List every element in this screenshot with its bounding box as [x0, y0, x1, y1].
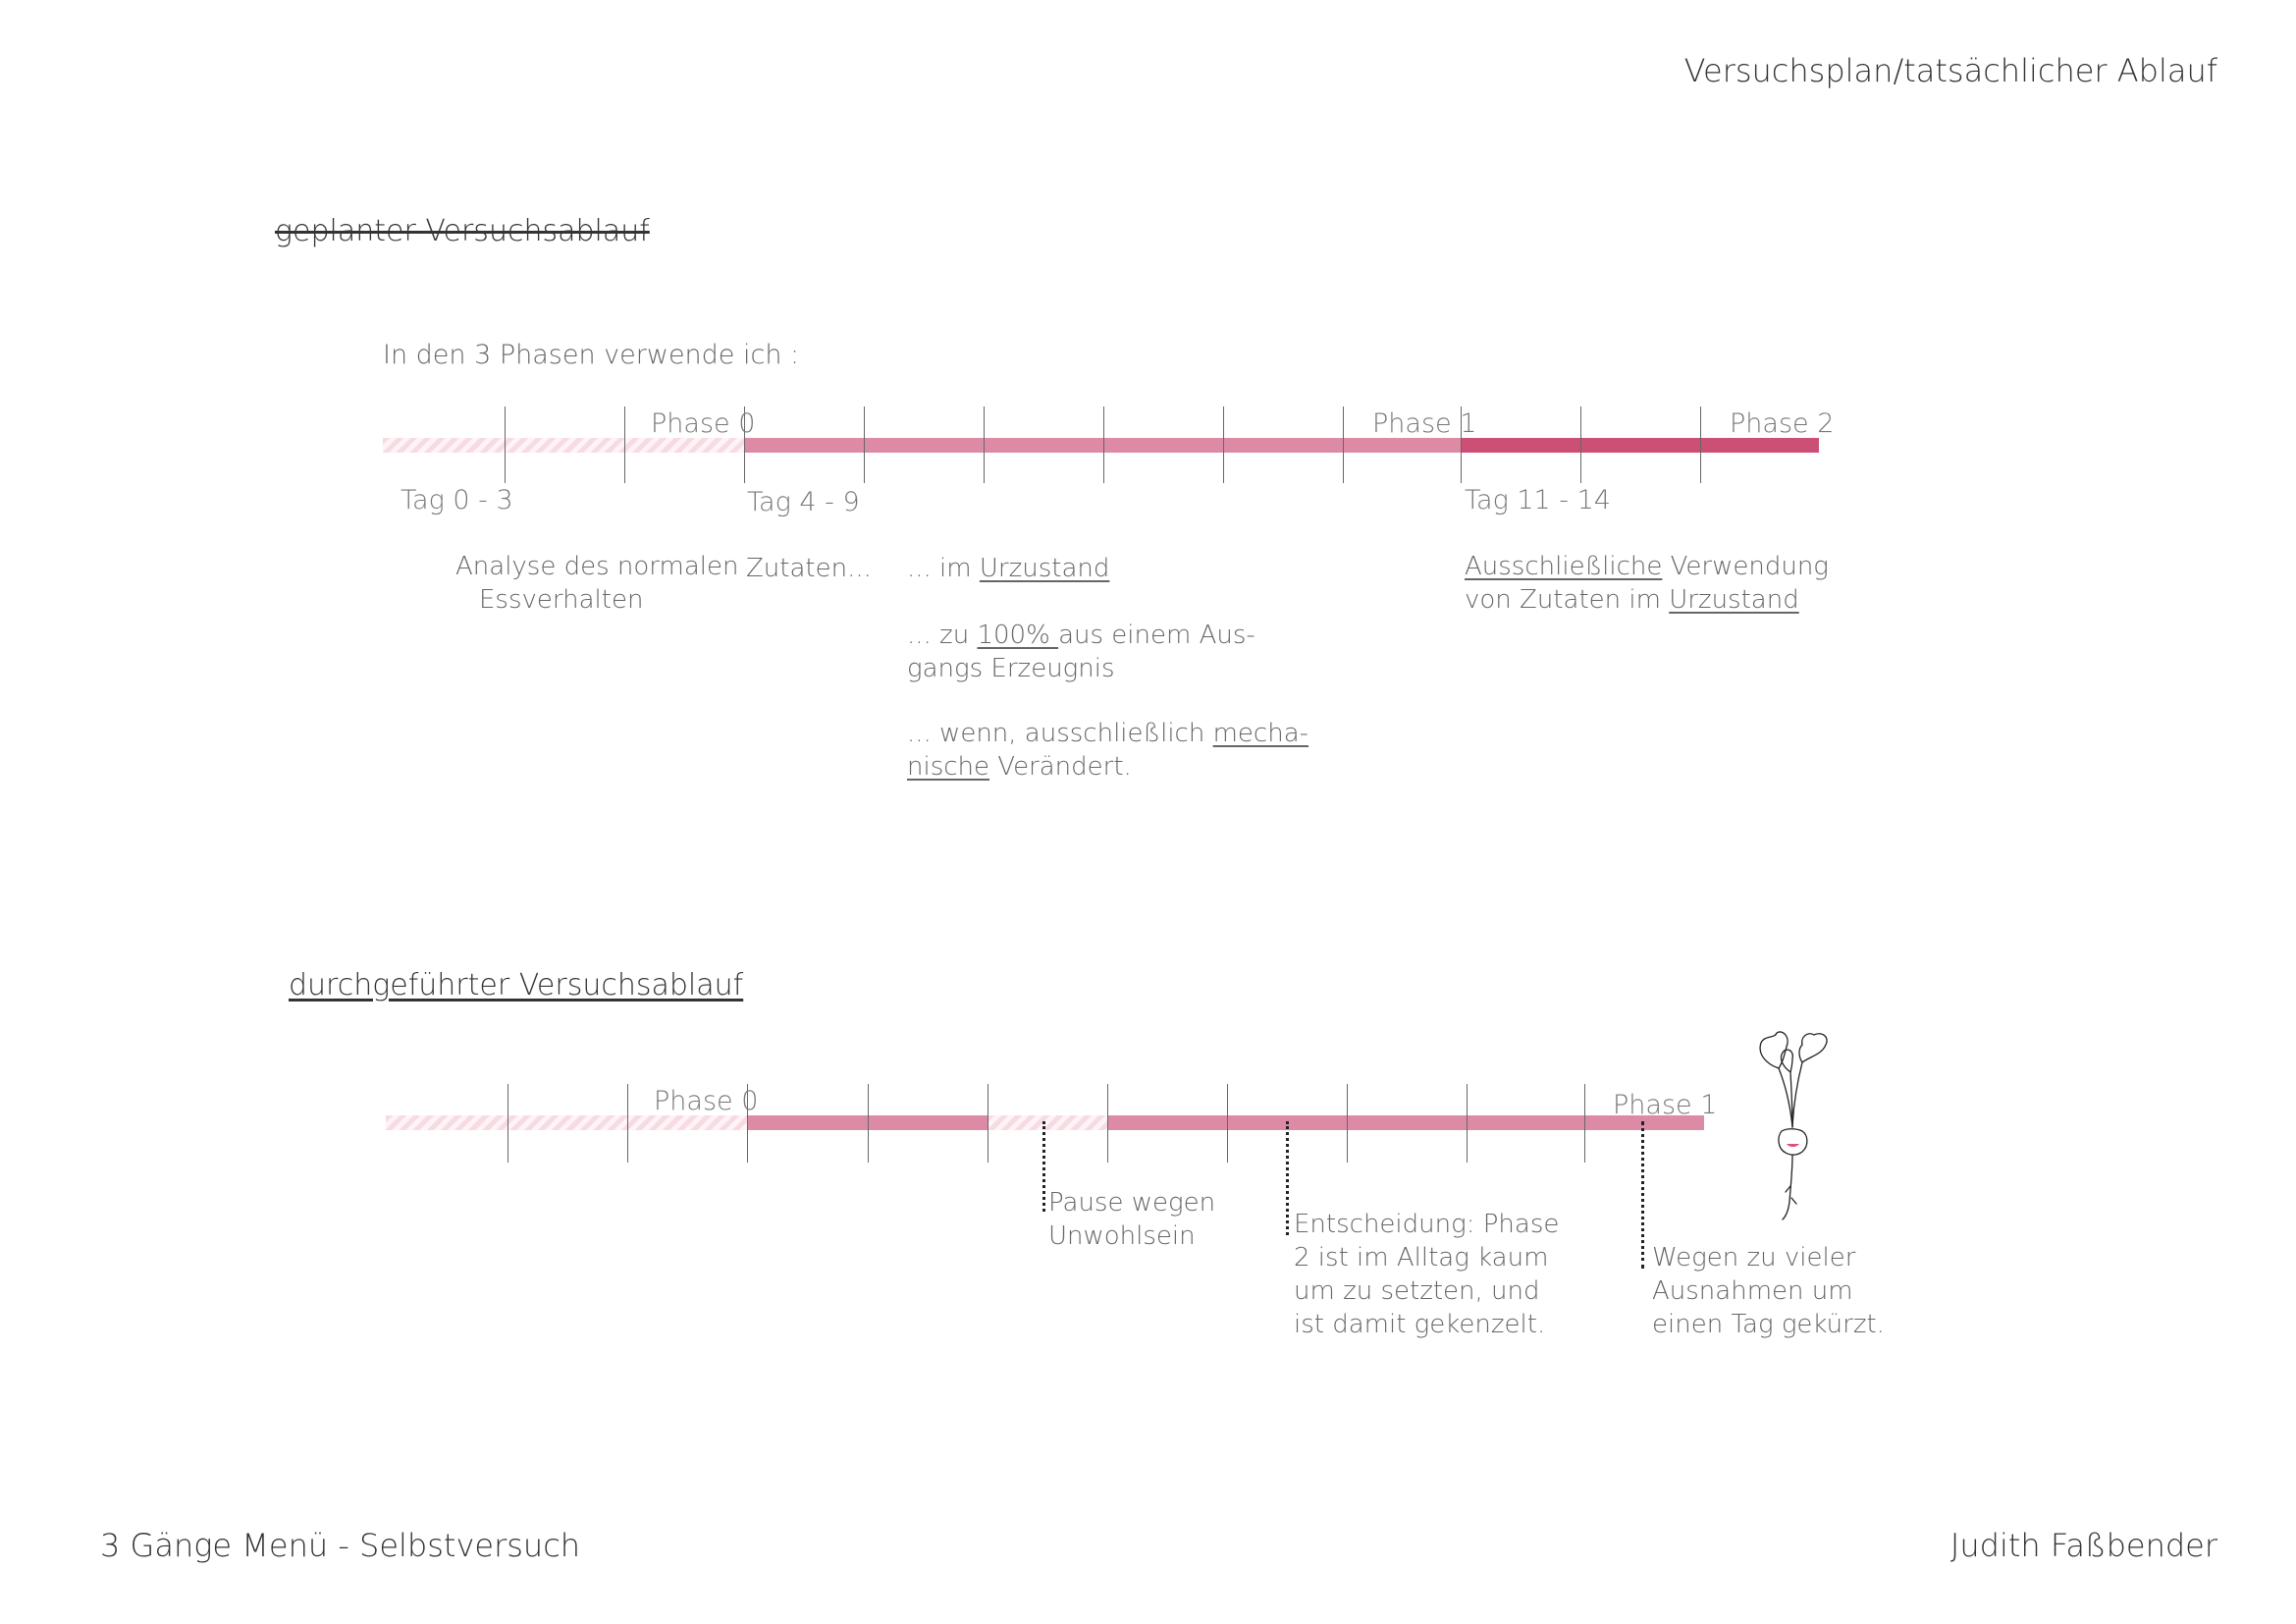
planned-rule-urzustand: ... im Urzustand [907, 554, 1110, 583]
planned-rule-mechanisch: ... wenn, ausschließlich mecha- nische Verändert. [907, 719, 1309, 782]
actual-tick [1347, 1084, 1348, 1163]
planned-phase1-segment [744, 438, 1461, 453]
planned-intro: In den 3 Phasen verwende ich : [383, 340, 800, 370]
planned-day-label: Tag 4 - 9 [747, 487, 860, 517]
planned-tick [984, 406, 985, 483]
actual-pause-note: Pause wegen Unwohlsein [1048, 1188, 1216, 1251]
planned-zutaten-label: Zutaten... [746, 554, 872, 583]
planned-tick [1580, 406, 1581, 483]
actual-tick [507, 1084, 508, 1163]
radish-illustration [1753, 1029, 1832, 1220]
actual-phase0-label: Phase 0 [654, 1086, 759, 1116]
actual-shortened-note: Wegen zu vieler Ausnahmen um einen Tag gekürzt. [1652, 1243, 1885, 1339]
footer-project-title: 3 Gänge Menü - Selbstversuch [100, 1527, 581, 1564]
planned-day-label: Tag 11 - 14 [1465, 485, 1611, 515]
planned-phase2-label: Phase 2 [1730, 408, 1835, 439]
shortened-marker [1641, 1121, 1644, 1269]
planned-tick [864, 406, 865, 483]
pause-marker [1042, 1121, 1045, 1212]
planned-heading: geplanter Versuchsablauf [275, 214, 650, 248]
actual-pause-segment [988, 1115, 1107, 1130]
planned-tick [505, 406, 506, 483]
actual-heading: durchgeführter Versuchsablauf [289, 968, 744, 1002]
actual-tick [1227, 1084, 1228, 1163]
footer-author: Judith Faßbender [1949, 1527, 2217, 1564]
planned-tick [1223, 406, 1224, 483]
planned-phase2-note: Ausschließliche Verwendung von Zutaten im Urzustand [1465, 552, 1829, 615]
actual-tick [1107, 1084, 1108, 1163]
actual-tick [1584, 1084, 1585, 1163]
planned-analyse-note: Analyse des normalen Essverhalten [455, 552, 739, 615]
planned-phase1-label: Phase 1 [1372, 408, 1477, 439]
planned-tick [1700, 406, 1701, 483]
actual-tick [1467, 1084, 1468, 1163]
planned-rule-100-percent: ... zu 100% aus einem Aus- gangs Erzeugnis [907, 621, 1255, 683]
decision-marker [1286, 1121, 1289, 1235]
actual-phase1-label: Phase 1 [1613, 1090, 1718, 1120]
planned-tick [1103, 406, 1104, 483]
planned-tick [624, 406, 625, 483]
actual-tick [627, 1084, 628, 1163]
planned-tick [1343, 406, 1344, 483]
planned-phase0-label: Phase 0 [651, 408, 756, 439]
actual-decision-note: Entscheidung: Phase 2 ist im Alltag kaum um zu setzten, und ist damit gekenzelt. [1294, 1210, 1560, 1339]
planned-day-label: Tag 0 - 3 [400, 485, 513, 515]
page-title: Versuchsplan/tatsächlicher Ablauf [1683, 52, 2217, 89]
actual-tick [868, 1084, 869, 1163]
